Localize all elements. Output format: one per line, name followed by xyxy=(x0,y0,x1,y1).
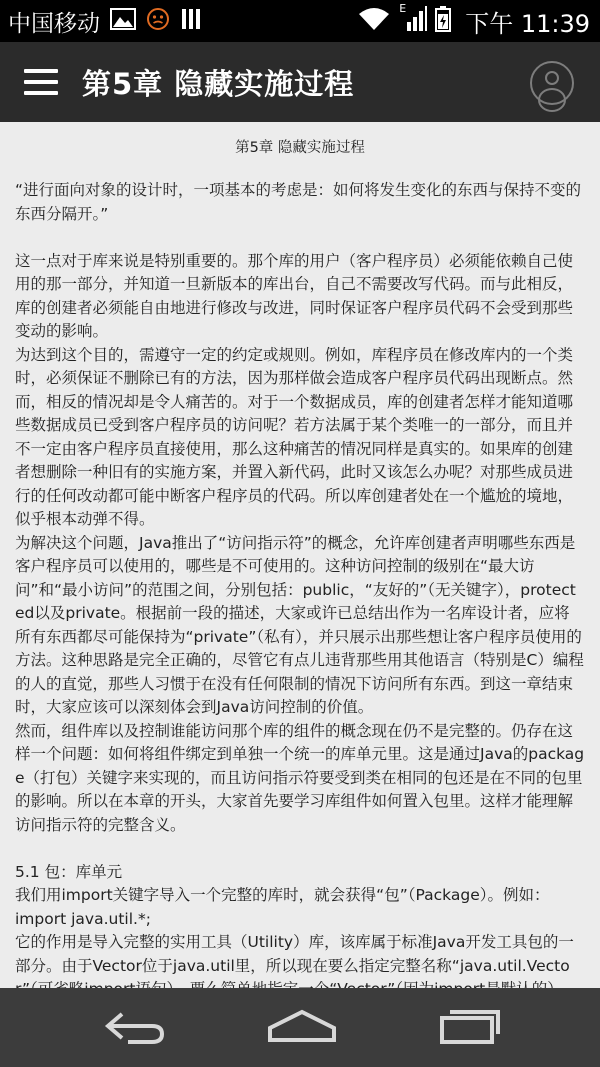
paragraph: 这一点对于库来说是特别重要的。那个库的用户（客户程序员）必须能依赖自己使用的那一部分，并知道一旦新版本的库出台，自己不需要改写代码。而与此相反，库的创建者必须能自由地进行修改与改进，同时保证客户程序员代码不会受到那些变动的影响。 xyxy=(15,251,574,340)
storage-notification-icon xyxy=(180,7,202,35)
gallery-notification-icon xyxy=(110,8,136,34)
network-type-label: E xyxy=(399,2,407,15)
chapter-heading: 第5章 隐藏实施过程 xyxy=(235,140,365,156)
carrier-name: 中国移动 xyxy=(8,10,100,37)
code-line: import java.util.*; xyxy=(15,909,151,928)
status-bar xyxy=(0,0,600,42)
system-nav-bar xyxy=(0,988,600,1067)
account-circle-icon[interactable] xyxy=(530,61,574,105)
mobile-signal-icon xyxy=(399,2,427,36)
paragraph: 为达到这个目的，需遵守一定的约定或规则。例如，库程序员在修改库内的一个类时，必须保证不删除已有的方法，因为那样做会造成客户程序员代码出现断点。然而，相反的情况却是令人痛苦的。对于一个数据成员，库的创建者怎样才能知道哪些数据成员已受到客户程序员的访问呢？若方法属于某个类唯一的一部分，而且并不一定由客户程序员直接使用，那么这种痛苦的情况同样是真实的。如果库的创建者想删除一种旧有的实施方案，并置入新代码，此时又该怎么办呢？对那些成员进行的任何改动都可能中断客户程序员的代码。所以库创建者处在一个尴尬的境地，似乎根本动弹不得。 xyxy=(15,345,574,528)
section-heading: 5.1 包：库单元 xyxy=(15,862,123,881)
paragraph: 为解决这个问题，Java推出了“访问指示符”的概念，允许库创建者声明哪些东西是客户程序员可以使用的，哪些是不可使用的。这种访问控制的级别在“最大访问”和“最小访问”的范围之间，分别包括：public，“友好的”（无关键字），protected以及private。根据前一段的描述，大家或许已总结出作为一名库设计者，应将所有东西都尽可能保持为“private”（私有），并只展示出那些想让客户程序员使用的方法。这种思路是完全正确的，尽管它有点儿违背那些用其他语言（特别是C）编程的人的直觉，那些人习惯于在没有任何限制的情况下访问所有东西。到这一章结束时，大家应该可以深刻体会到Java访问控制的价值。 xyxy=(15,533,584,716)
status-right xyxy=(357,0,590,42)
app-bar xyxy=(0,42,600,122)
hamburger-menu-icon[interactable] xyxy=(24,69,58,95)
reading-content[interactable] xyxy=(0,122,600,988)
paragraph: 它的作用是导入完整的实用工具（Utility）库，该库属于标准Java开发工具包的一部分。由于Vector位于java.util里，所以现在要么指定完整名称“java.util.Vecto xyxy=(15,933,574,975)
recent-apps-icon[interactable] xyxy=(432,1006,512,1050)
blank-line xyxy=(0,837,600,861)
status-clock: 下午 11:39 xyxy=(465,9,590,38)
page-title: 第5章 隐藏实施过程 xyxy=(82,67,355,101)
paragraph: 然而，组件库以及控制谁能访问那个库的组件的概念现在仍不是完整的。仍存在这样一个问题：如何将组件绑定到单独一个统一的库单元里。这是通过Java的package（打包）关键字来实现的，而且访问指示符要受到类在相同的包还是在不同的包里的影响。所以在本章的开头，大家首先要学习库组件如何置入包里。这样才能理解访问指示符的完整含义。 xyxy=(15,721,585,834)
app-notification-icon xyxy=(146,7,170,35)
paragraph-quote: “进行面向对象的设计时，一项基本的考虑是：如何将发生变化的东西与保持不变的东西分隔开。” xyxy=(15,181,582,223)
wifi-icon xyxy=(357,6,391,36)
paragraph: 我们用import关键字导入一个完整的库时，就会获得“包”（Package）。例如： xyxy=(15,886,550,904)
home-icon[interactable] xyxy=(262,1006,342,1050)
battery-charging-icon xyxy=(435,6,451,36)
blank-line xyxy=(0,226,600,250)
back-arrow-icon[interactable] xyxy=(102,1006,182,1050)
